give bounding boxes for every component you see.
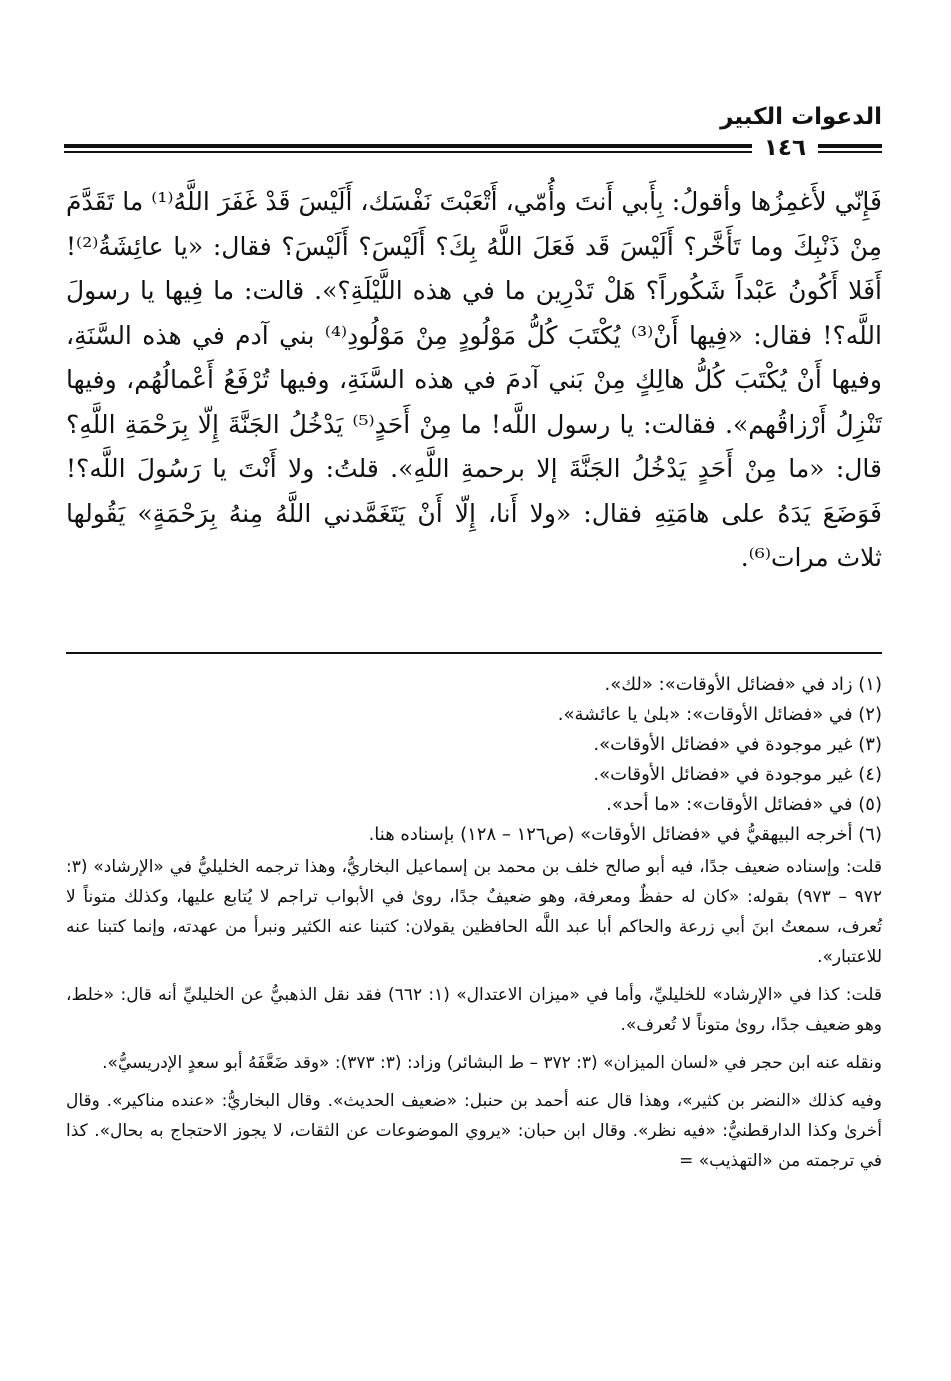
footnotes-section bbox=[66, 670, 882, 1184]
footnote-list bbox=[66, 670, 882, 850]
footnote-3: (٣) غير موجودة في «فضائل الأوقات». bbox=[593, 734, 882, 755]
footnote-1: (١) زاد في «فضائل الأوقات»: «لك». bbox=[604, 674, 882, 695]
main-text: فَإِنّي لأَغمِزُها وأقولُ: بِأَبي أَنتَ وأُمّي، أَتْعَبْتَ نَفْسَك، أَلَيْسَ قَدْ غَفَرَ اللَّهُ⁽¹⁾ ما تَقَدَّمَ مِنْ ذَنْبِكَ وما تَأَخَّر؟ أَلَيْسَ قَد فَعَلَ اللَّهُ بِكَ؟ أَلَيْسَ؟ أَلَيْسَ؟ فقال: «يا عائِشَةُ⁽²⁾! أَفَلا أَكُونُ عَبْداً شَكُوراً؟ هَلْ تَدْرِين ما في هذه اللَّيْلَةِ؟». قالت: ما فِيها يا رسولَ اللَّه؟! فقال: «فِيها أَنْ⁽³⁾ يُكْتَبَ كُلُّ مَوْلُودٍ مِنْ مَوْلُودِ⁽⁴⁾ بني آدم في هذه السَّنَةِ، وفيها أَنْ يُكْتَبَ كُلُّ هالِكٍ مِنْ بَني آدمَ في هذه السَّنَةِ، وفيها تُرْفَعُ أَعْمالُهُم، وفيها تَنْزِلُ أَرْزاقُهم». فقالت: يا رسول اللَّه! ما مِنْ أَحَدٍ⁽⁵⁾ يَدْخُلُ الجَنَّةَ إِلّا بِرَحْمَةِ اللَّهِ؟ قال: «ما مِنْ أَحَدٍ يَدْخُلُ الجَنَّةَ إلا برحمةِ اللَّهِ». قلتُ: ولا أَنْتَ يا رَسُولَ اللَّه؟! فَوَضَعَ يَدَهُ على هامَتِهِ فقال: «ولا أَنا، إِلّا أَنْ يَتَغَمَّدني اللَّهُ مِنهُ بِرَحْمَةٍ» يَقُولها ثلاث مرات⁽⁶⁾. bbox=[66, 187, 882, 572]
footnote-divider bbox=[66, 652, 882, 654]
footnote-4: (٤) غير موجودة في «فضائل الأوقات». bbox=[593, 764, 882, 785]
page-header bbox=[64, 98, 882, 162]
page-number: ١٤٦ bbox=[752, 134, 818, 162]
footnote-6: (٦) أخرجه البيهقيُّ في «فضائل الأوقات» (ص١٢٦ – ١٢٨) بإسناده هنا. bbox=[368, 824, 882, 845]
footnote-5: (٥) في «فضائل الأوقات»: «ما أحد». bbox=[606, 794, 882, 815]
running-title: الدعوات الكبير bbox=[720, 104, 882, 130]
footnote-2: (٢) في «فضائل الأوقات»: «بلىٰ يا عائشة». bbox=[557, 704, 882, 725]
footnote-commentary-2: قلت: كذا في «الإرشاد» للخليليِّ، وأما في «ميزان الاعتدال» (١: ٦٦٢) فقد نقل الذهبيُّ عن الخليليِّ أنه قال: «خلط، وهو ضعيف جدًا، روىٰ متوناً لا تُعرف». bbox=[66, 985, 882, 1035]
footnote-commentary-1: قلت: وإسناده ضعيف جدًا، فيه أبو صالح خلف بن محمد بن إسماعيل البخاريُّ، وهذا ترجمه الخليليُّ في «الإرشاد» (٣: ٩٧٢ – ٩٧٣) بقوله: «كان له حفظٌ ومعرفة، وهو ضعيفٌ جدًا، روىٰ في الأبواب تراجم لا يُتابع عليها، وكذلك متوناً لا تُعرف، سمعتُ ابنَ أبي زرعة والحاكم أبا عبد اللَّه الحافظين يقولان: كتبنا عنه الكثير ونبرأ من عهدته، وإنما كتبنا عنه للاعتبار». bbox=[66, 857, 883, 967]
footnote-commentary-3: ونقله عنه ابن حجر في «لسان الميزان» (٣: ٣٧٢ – ط البشائر) وزاد: (٣: ٣٧٣): «وقد ضَعَّفَهُ أبو سعدٍ الإدريسيُّ». bbox=[102, 1053, 882, 1073]
footnote-commentary-4: وفيه كذلك «النضر بن كثير»، وهذا قال عنه أحمد بن حنبل: «ضعيف الحديث». وقال البخاريُّ: «عنده مناكير». وقال أخرىٰ وكذا الدارقطنيُّ: «فيه نظر». وقال ابن حبان: «يروي الموضوعات عن الثقات، لا يجوز الاحتجاج به بحال». كذا في ترجمته من «التهذيب» = bbox=[66, 1091, 882, 1171]
